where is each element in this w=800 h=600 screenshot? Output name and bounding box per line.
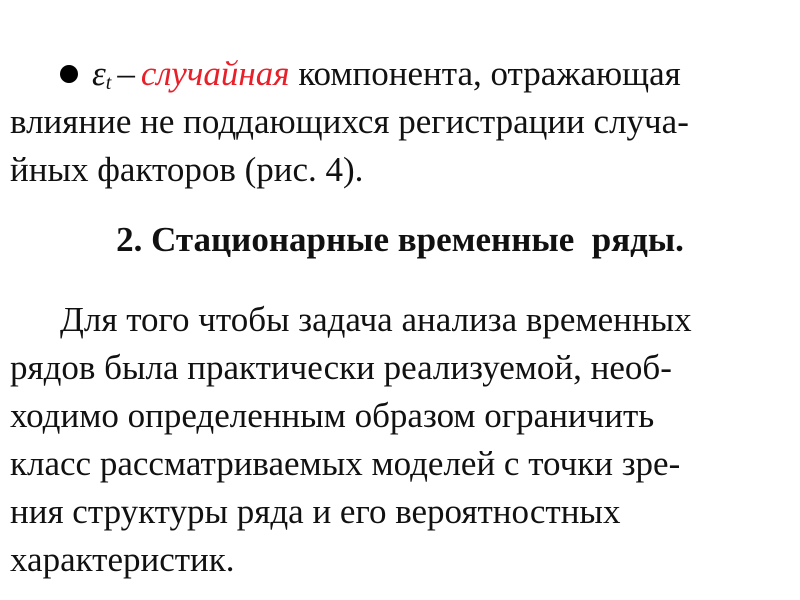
dash: –	[117, 54, 135, 93]
paragraph-line-5: ния структуры ряда и его вероятностных	[10, 492, 621, 531]
highlight-word: случайная	[140, 54, 290, 93]
paragraph-line-3: ходимо определенным образом ограничить	[10, 396, 655, 435]
paragraph-line-4: класс рассматриваемых моделей с точки зре-	[10, 444, 681, 483]
paragraph-line-2: рядов была практически реализуемой, необ-	[10, 348, 672, 387]
bullet-item-line-3: йных факторов (рис. 4).	[10, 150, 364, 189]
section-heading: 2. Стационарные временные ряды.	[116, 220, 684, 259]
bullet-line-1-rest: компонента, отражающая	[298, 54, 681, 93]
paragraph-line-1: Для того чтобы задача анализа временных	[60, 300, 692, 339]
epsilon-subscript: t	[105, 72, 112, 94]
bullet-item-line-2: влияние не поддающихся регистрации случа-	[10, 102, 689, 141]
bullet-dot-icon	[60, 65, 78, 83]
epsilon-symbol: $\varepsilon_t$	[92, 54, 112, 94]
paragraph-line-6: характеристик.	[10, 540, 235, 579]
